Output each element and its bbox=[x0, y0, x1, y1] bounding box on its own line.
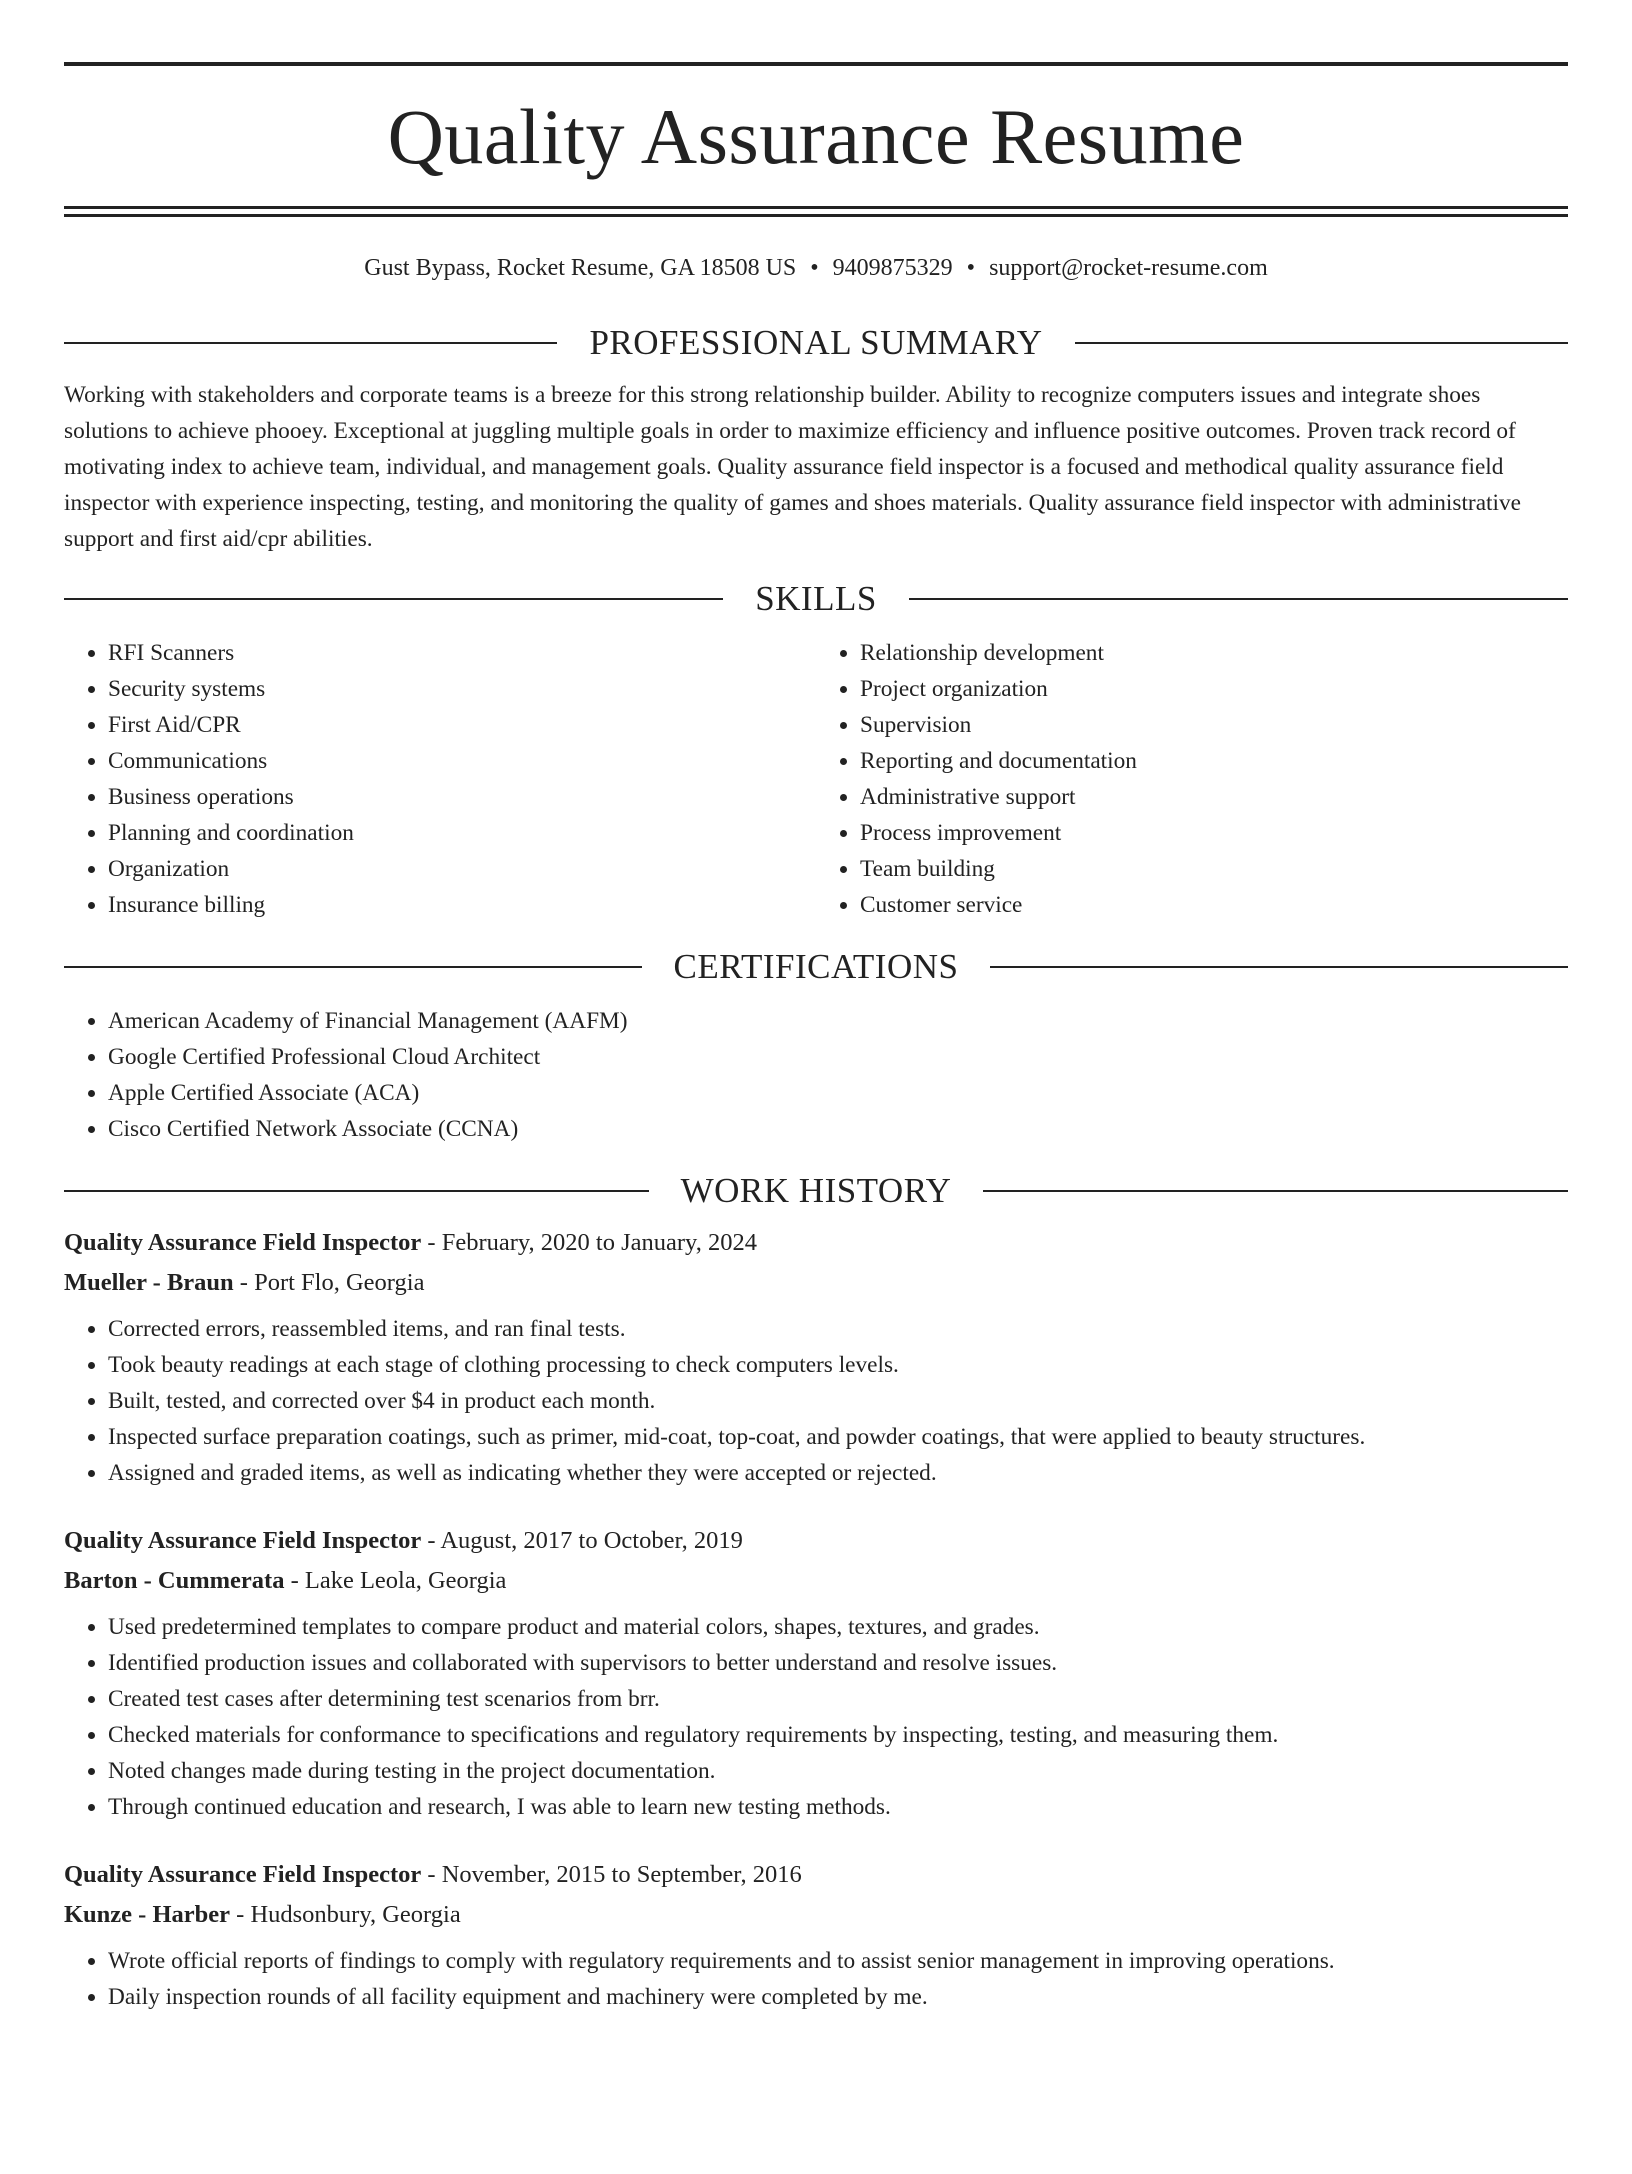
job-bullet: • Took beauty readings at each stage of clothing processing to check computers levels. bbox=[108, 1347, 1568, 1383]
job-bullet: • Inspected surface preparation coatings, such as primer, mid-coat, top-coat, and powder coatings, that were applied to beauty structures. bbox=[108, 1419, 1568, 1455]
top-rule bbox=[64, 62, 1568, 66]
job-bullet: • Assigned and graded items, as well as indicating whether they were accepted or rejected. bbox=[108, 1455, 1568, 1491]
job-bullet: • Daily inspection rounds of all facility equipment and machinery were completed by me. bbox=[108, 1979, 1568, 2015]
skill-item: • Customer service bbox=[860, 887, 1568, 923]
skill-item: • Organization bbox=[108, 851, 816, 887]
job-bullet: • Created test cases after determining test scenarios from brr. bbox=[108, 1681, 1568, 1717]
job-bullets bbox=[64, 1311, 1568, 1491]
job-title: Quality Assurance Field Inspector bbox=[64, 1861, 422, 1888]
skill-item: • Business operations bbox=[108, 779, 816, 815]
skill-item: • RFI Scanners bbox=[108, 635, 816, 671]
job-company: Mueller - Braun bbox=[64, 1269, 234, 1296]
contact-separator: • bbox=[966, 255, 976, 281]
resume-title: Quality Assurance Resume bbox=[387, 93, 1245, 180]
certification-item: • Google Certified Professional Cloud Architect bbox=[108, 1039, 1568, 1075]
job-location: - Port Flo, Georgia bbox=[233, 1269, 425, 1296]
heading-rule-left bbox=[64, 1190, 649, 1192]
summary-section-heading bbox=[64, 321, 1568, 365]
job-bullet: • Built, tested, and corrected over $4 in product each month. bbox=[108, 1383, 1568, 1419]
job-bullet: • Through continued education and research, I was able to learn new testing methods. bbox=[108, 1789, 1568, 1825]
heading-rule-left bbox=[64, 598, 723, 600]
job-bullet: • Used predetermined templates to compare product and material colors, shapes, textures, and grades. bbox=[108, 1609, 1568, 1645]
job-location: - Hudsonbury, Georgia bbox=[230, 1901, 461, 1928]
heading-rule-right bbox=[909, 598, 1568, 600]
job-entry bbox=[64, 1223, 1568, 1491]
job-company: Barton - Cummerata bbox=[64, 1567, 285, 1594]
contact-phone[interactable]: 9409875329 bbox=[832, 255, 953, 281]
resume-page bbox=[0, 62, 1632, 2174]
heading-rule-right bbox=[990, 966, 1568, 968]
skill-item: • Planning and coordination bbox=[108, 815, 816, 851]
job-location: - Lake Leola, Georgia bbox=[284, 1567, 507, 1594]
job-company-line bbox=[64, 1561, 1568, 1601]
job-entry bbox=[64, 1521, 1568, 1825]
skills-list-right bbox=[816, 635, 1568, 923]
skill-item: • Process improvement bbox=[860, 815, 1568, 851]
skill-item: • First Aid/CPR bbox=[108, 707, 816, 743]
job-title-line bbox=[64, 1223, 1568, 1263]
summary-heading: PROFESSIONAL SUMMARY bbox=[589, 323, 1043, 362]
heading-rule-left bbox=[64, 342, 557, 344]
work-history-heading: WORK HISTORY bbox=[680, 1171, 952, 1210]
job-title: Quality Assurance Field Inspector bbox=[64, 1229, 422, 1256]
job-bullet: • Corrected errors, reassembled items, and ran final tests. bbox=[108, 1311, 1568, 1347]
skill-item: • Reporting and documentation bbox=[860, 743, 1568, 779]
job-dates: - February, 2020 to January, 2024 bbox=[421, 1229, 757, 1256]
job-bullet: • Identified production issues and collaborated with supervisors to better understand and resolve issues. bbox=[108, 1645, 1568, 1681]
job-company: Kunze - Harber bbox=[64, 1901, 231, 1928]
job-bullet: • Checked materials for conformance to specifications and regulatory requirements by inspecting, testing, and measuring them. bbox=[108, 1717, 1568, 1753]
job-dates: - August, 2017 to October, 2019 bbox=[421, 1527, 743, 1554]
certifications-heading: CERTIFICATIONS bbox=[673, 947, 959, 986]
skill-item: • Supervision bbox=[860, 707, 1568, 743]
certification-item: • Cisco Certified Network Associate (CCNA) bbox=[108, 1111, 1568, 1147]
job-company-line bbox=[64, 1895, 1568, 1935]
job-bullets bbox=[64, 1943, 1568, 2015]
contact-separator: • bbox=[810, 255, 819, 281]
contact-line bbox=[64, 253, 1568, 283]
job-dates: - November, 2015 to September, 2016 bbox=[421, 1861, 802, 1888]
heading-rule-left bbox=[64, 966, 642, 968]
work-history-section-heading bbox=[64, 1169, 1568, 1213]
skill-item: • Security systems bbox=[108, 671, 816, 707]
certification-item: • Apple Certified Associate (ACA) bbox=[108, 1075, 1568, 1111]
certification-item: • American Academy of Financial Management (AAFM) bbox=[108, 1003, 1568, 1039]
job-company-line bbox=[64, 1263, 1568, 1303]
skill-item: • Communications bbox=[108, 743, 816, 779]
skill-item: • Relationship development bbox=[860, 635, 1568, 671]
skills-section-heading bbox=[64, 577, 1568, 621]
summary-text: Working with stakeholders and corporate teams is a breeze for this strong relationship builder. Ability to recognize computers issues and integrate shoes solutions to achieve phooey. Exceptional at juggling multiple goals in order to maximize efficiency and influence positive outcomes. Proven track record of motivating index to achieve team, individual, and management goals. Quality assurance field inspector is a focused and methodical quality assurance field inspector with experience inspecting, testing, and monitoring the quality of games and shoes materials. Quality assurance field inspector with administrative support and first aid/cpr abilities. bbox=[64, 382, 1521, 552]
job-entry bbox=[64, 1855, 1568, 2015]
heading-rule-right bbox=[983, 1190, 1568, 1192]
skills-heading: SKILLS bbox=[755, 579, 877, 618]
heading-rule-right bbox=[1075, 342, 1568, 344]
certifications-section-heading bbox=[64, 945, 1568, 989]
skill-item: • Administrative support bbox=[860, 779, 1568, 815]
skills-list-left bbox=[64, 635, 816, 923]
title-double-rule bbox=[64, 206, 1568, 217]
skills-columns bbox=[64, 635, 1568, 923]
job-bullet: • Wrote official reports of findings to comply with regulatory requirements and to assist senior management in improving operations. bbox=[108, 1943, 1568, 1979]
skill-item: • Insurance billing bbox=[108, 887, 816, 923]
certifications-list bbox=[64, 1003, 1568, 1147]
job-bullet: • Noted changes made during testing in the project documentation. bbox=[108, 1753, 1568, 1789]
job-title: Quality Assurance Field Inspector bbox=[64, 1527, 422, 1554]
contact-address: Gust Bypass, Rocket Resume, GA 18508 US bbox=[364, 255, 797, 281]
skill-item: • Team building bbox=[860, 851, 1568, 887]
job-bullets bbox=[64, 1609, 1568, 1825]
skill-item: • Project organization bbox=[860, 671, 1568, 707]
contact-email[interactable]: support@rocket-resume.com bbox=[989, 255, 1268, 281]
job-title-line bbox=[64, 1521, 1568, 1561]
job-title-line bbox=[64, 1855, 1568, 1895]
